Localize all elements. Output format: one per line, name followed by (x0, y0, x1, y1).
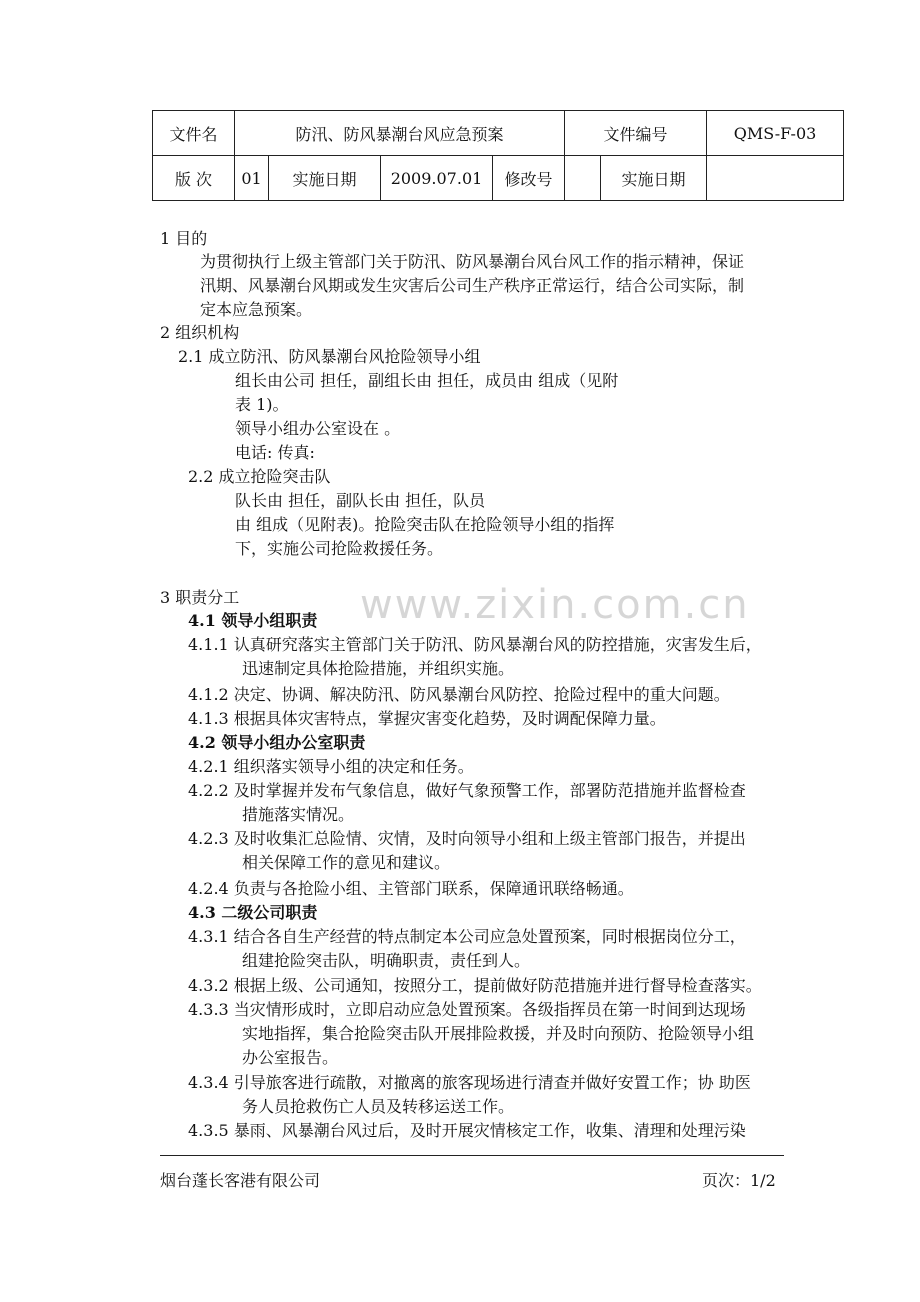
body-line: 4.1.1 认真研究落实主管部门关于防汛、防风暴潮台风的防控措施，灾害发生后， (188, 635, 762, 654)
body-line: 组建抢险突击队，明确职责，责任到人。 (242, 951, 531, 970)
body-line: 4.2.3 及时收集汇总险情、灾情，及时向领导小组和上级主管部门报告，并提出 (188, 829, 746, 848)
effective-date-2 (707, 156, 844, 201)
file-name: 防汛、防风暴潮台风应急预案 (235, 111, 565, 156)
body-line: 2.1 成立防汛、防风暴潮台风抢险领导小组 (178, 347, 481, 366)
footer-company: 烟台蓬长客港有限公司 (160, 1171, 321, 1190)
file-number: QMS-F-03 (707, 111, 844, 156)
header-row-2 (153, 156, 844, 201)
label-file-number: 文件编号 (565, 111, 707, 156)
body-line: 迅速制定具体抢险措施，并组织实施。 (242, 659, 515, 678)
body-line: 1 目的 (160, 229, 208, 248)
revision (565, 156, 601, 201)
label-effective-date: 实施日期 (269, 156, 381, 201)
body-line: 2.2 成立抢险突击队 (188, 467, 331, 486)
body-line: 4.1.2 决定、协调、解决防汛、防风暴潮台风防控、抢险过程中的重大问题。 (188, 685, 730, 704)
label-file-name: 文件名 (153, 111, 235, 156)
body-line: 定本应急预案。 (200, 300, 313, 319)
body-line: 4.3.3 当灾情形成时，立即启动应急处置预案。各级指挥员在第一时间到达现场 (188, 1000, 746, 1019)
body-line: 相关保障工作的意见和建议。 (242, 853, 451, 872)
document-header-table (152, 110, 844, 201)
body-line: 4.3.5 暴雨、风暴潮台风过后，及时开展灾情核定工作，收集、清理和处理污染 (188, 1121, 746, 1140)
body-line: 组长由公司 担任，副组长由 担任，成员由 组成（见附 (235, 371, 619, 390)
body-line: 汛期、风暴潮台风期或发生灾害后公司生产秩序正常运行，结合公司实际，制 (200, 276, 745, 295)
body-line: 由 组成（见附表)。抢险突击队在抢险领导小组的指挥 (235, 515, 615, 534)
body-line: 4.3.1 结合各自生产经营的特点制定本公司应急处置预案，同时根据岗位分工， (188, 927, 746, 946)
body-line: 4.1 领导小组职责 (188, 611, 318, 630)
body-line: 4.2.2 及时掌握并发布气象信息，做好气象预警工作，部署防范措施并监督检查 (188, 781, 746, 800)
watermark: www.zixin.com.cn (360, 582, 750, 628)
body-line: 实地指挥，集合抢险突击队开展排险救援，并及时向预防、抢险领导小组 (242, 1024, 755, 1043)
body-line: 4.2.1 组织落实领导小组的决定和任务。 (188, 757, 474, 776)
body-line: 4.2 领导小组办公室职责 (188, 733, 366, 752)
effective-date: 2009.07.01 (381, 156, 493, 201)
body-line: 4.1.3 根据具体灾害特点，掌握灾害变化趋势，及时调配保障力量。 (188, 709, 666, 728)
body-line: 措施落实情况。 (242, 805, 355, 824)
body-line: 队长由 担任，副队长由 担任，队员 (235, 491, 486, 510)
body-line: 4.3.2 根据上级、公司通知，按照分工，提前做好防范措施并进行督导检查落实。 (188, 976, 762, 995)
body-line: 4.3 二级公司职责 (188, 903, 318, 922)
label-effective-date-2: 实施日期 (601, 156, 707, 201)
body-line: 4.3.4 引导旅客进行疏散，对撤离的旅客现场进行清查并做好安置工作；协 助医 (188, 1073, 751, 1092)
body-line: 电话: 传真: (235, 443, 315, 462)
body-line: 下，实施公司抢险救援任务。 (235, 539, 444, 558)
footer-page-number: 页次：1/2 (702, 1171, 776, 1190)
header-row-1 (153, 111, 844, 156)
label-revision: 修改号 (493, 156, 565, 201)
label-version: 版 次 (153, 156, 235, 201)
body-line: 务人员抢救伤亡人员及转移运送工作。 (242, 1097, 515, 1116)
footer-divider (160, 1155, 784, 1156)
version: 01 (235, 156, 269, 201)
body-line: 3 职责分工 (160, 588, 240, 607)
body-line: 4.2.4 负责与各抢险小组、主管部门联系，保障通讯联络畅通。 (188, 879, 634, 898)
body-line: 2 组织机构 (160, 323, 240, 342)
body-line: 办公室报告。 (242, 1048, 339, 1067)
body-line: 领导小组办公室设在 。 (235, 419, 401, 438)
body-line: 表 1)。 (235, 395, 289, 414)
body-line: 为贯彻执行上级主管部门关于防汛、防风暴潮台风台风工作的指示精神，保证 (200, 252, 745, 271)
